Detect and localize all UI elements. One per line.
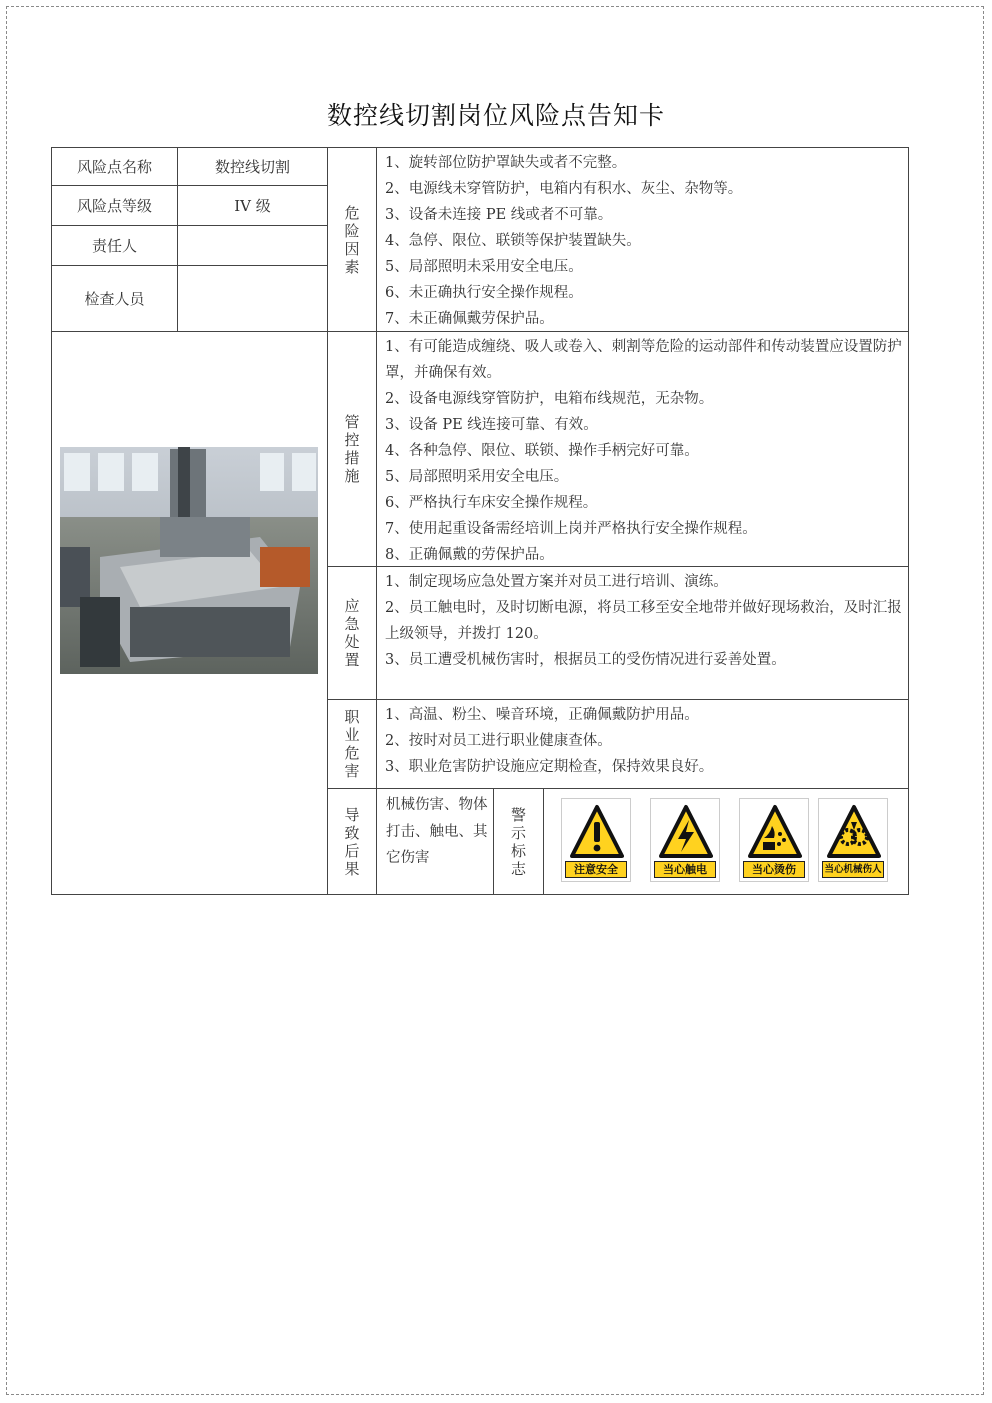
mechanical-injury-warning-icon [827,804,881,862]
owner-label-cell [51,225,178,266]
inspector-value-cell [177,265,328,332]
sign-burn [739,798,809,882]
list-item: 8、正确佩戴的劳保护品。 [385,547,554,563]
wire-cutting-machine-image [60,447,318,674]
list-item: 4、急停、限位、联锁等保护装置缺失。 [385,233,641,249]
owner-label: 责任人 [91,237,137,255]
warning-signs-label: 警示标志 [510,805,526,878]
risk-name-value: 数控线切割 [214,158,290,176]
sign-caption: 注意安全 [565,861,627,878]
list-item: 1、有可能造成缠绕、吸人或卷入、刺割等危险的运动部件和传动装置应设置防护罩，并确保有效。 [385,339,902,381]
list-item: 7、未正确佩戴劳保护品。 [385,311,554,327]
consequences-label-cell [327,788,377,895]
risk-level-value: IV 级 [234,197,271,215]
sign-caption: 当心烫伤 [743,861,805,878]
list-item: 7、使用起重设备需经培训上岗并严格执行安全操作规程。 [385,521,757,537]
list-item: 4、各种急停、限位、联锁、操作手柄完好可靠。 [385,443,699,459]
risk-level-label-cell [51,185,178,226]
risk-name-label: 风险点名称 [76,158,152,176]
list-item: 3、职业危害防护设施应定期检查，保持效果良好。 [385,759,714,775]
sign-electric-shock [650,798,720,882]
sign-mechanical-injury [818,798,888,882]
emergency-label-cell [327,566,377,700]
exclamation-warning-icon [570,804,624,862]
hazards-list [376,147,909,332]
controls-label-cell [327,331,377,567]
list-item: 1、制定现场应急处置方案并对员工进行培训、演练。 [385,574,728,590]
risk-level-label: 风险点等级 [76,197,152,215]
occupational-label: 职业危害 [344,708,360,780]
sign-caption: 当心触电 [654,861,716,878]
hazards-label-cell [327,147,377,332]
emergency-list [376,566,909,700]
consequences-cell [376,788,494,895]
list-item: 2、按时对员工进行职业健康查体。 [385,733,612,749]
hazards-label: 危险因素 [344,203,360,276]
risk-level-value-cell [177,185,328,226]
list-item: 3、设备 PE 线连接可靠、有效。 [385,417,598,433]
list-item: 3、员工遭受机械伤害时，根据员工的受伤情况进行妥善处置。 [385,652,786,668]
electric-shock-warning-icon [659,804,713,862]
emergency-label: 应急处置 [344,597,360,669]
controls-label: 管控措施 [344,413,360,485]
sign-caption: 当心机械伤人 [822,861,884,878]
inspector-label: 检查人员 [84,290,145,308]
list-item: 5、局部照明采用安全电压。 [385,469,569,485]
list-item: 2、设备电源线穿管防护，电箱布线规范，无杂物。 [385,391,714,407]
owner-value-cell [177,225,328,266]
consequences-text: 机械伤害、物体打击、触电、其它伤害 [386,797,488,866]
burn-warning-icon [748,804,802,862]
risk-name-label-cell [51,147,178,186]
controls-list [376,331,909,567]
list-item: 6、严格执行车床安全操作规程。 [385,495,598,511]
list-item: 2、员工触电时，及时切断电源，将员工移至安全地带并做好现场救治，及时汇报上级领导，并拨打 120。 [385,600,902,642]
inspector-label-cell [51,265,178,332]
sign-caution [561,798,631,882]
occupational-list [376,699,909,789]
list-item: 2、电源线未穿管防护，电箱内有积水、灰尘、杂物等。 [385,181,743,197]
list-item: 3、设备未连接 PE 线或者不可靠。 [385,207,613,223]
warning-signs-label-cell [493,788,544,895]
machine-photo [60,447,318,674]
list-item: 1、高温、粉尘、噪音环境，正确佩戴防护用品。 [385,707,699,723]
occupational-label-cell [327,699,377,789]
list-item: 6、未正确执行安全操作规程。 [385,285,583,301]
list-item: 5、局部照明未采用安全电压。 [385,259,583,275]
consequences-label: 导致后果 [344,805,360,878]
risk-name-value-cell [177,147,328,186]
list-item: 1、旋转部位防护罩缺失或者不完整。 [385,155,627,171]
page-title: 数控线切割岗位风险点告知卡 [326,101,665,130]
